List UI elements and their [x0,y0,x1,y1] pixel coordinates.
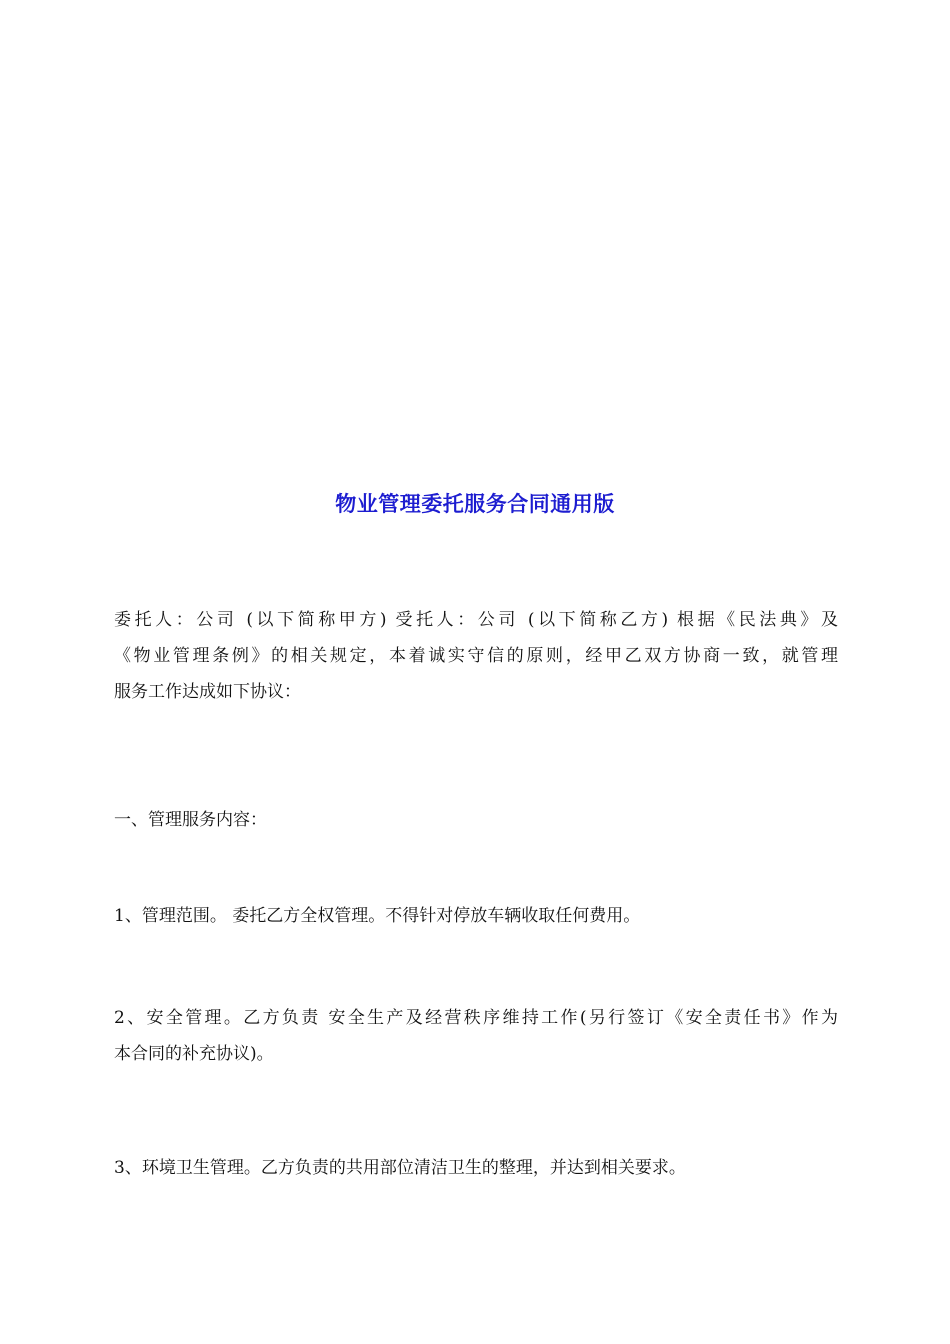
clause-3-text: 3、环境卫生管理。乙方负责的共用部位清洁卫生的整理，并达到相关要求。 [114,1158,686,1178]
section-1-heading: 一、管理服务内容： [114,810,267,830]
intro-line-1: 委托人：公司 (以下简称甲方) 受托人：公司 (以下简称乙方) 根据《民法典》及 [114,610,838,630]
intro-paragraph [114,602,838,710]
clause-2-line-2: 本合同的补充协议)。 [114,1044,274,1064]
clause-1-text: 1、管理范围。 委托乙方全权管理。不得针对停放车辆收取任何费用。 [114,906,641,926]
document-title: 物业管理委托服务合同通用版 [335,492,615,516]
clause-item-2 [114,1000,838,1072]
section-heading [114,802,838,838]
clause-item-3 [114,1150,838,1186]
intro-line-3: 服务工作达成如下协议： [114,682,301,702]
intro-line-2: 《物业管理条例》的相关规定，本着诚实守信的原则，经甲乙双方协商一致，就管理 [114,646,838,666]
clause-2-line-1: 2、安全管理。乙方负责 安全生产及经营秩序维持工作(另行签订《安全责任书》作为 [114,1008,838,1028]
clause-item-1 [114,898,838,934]
